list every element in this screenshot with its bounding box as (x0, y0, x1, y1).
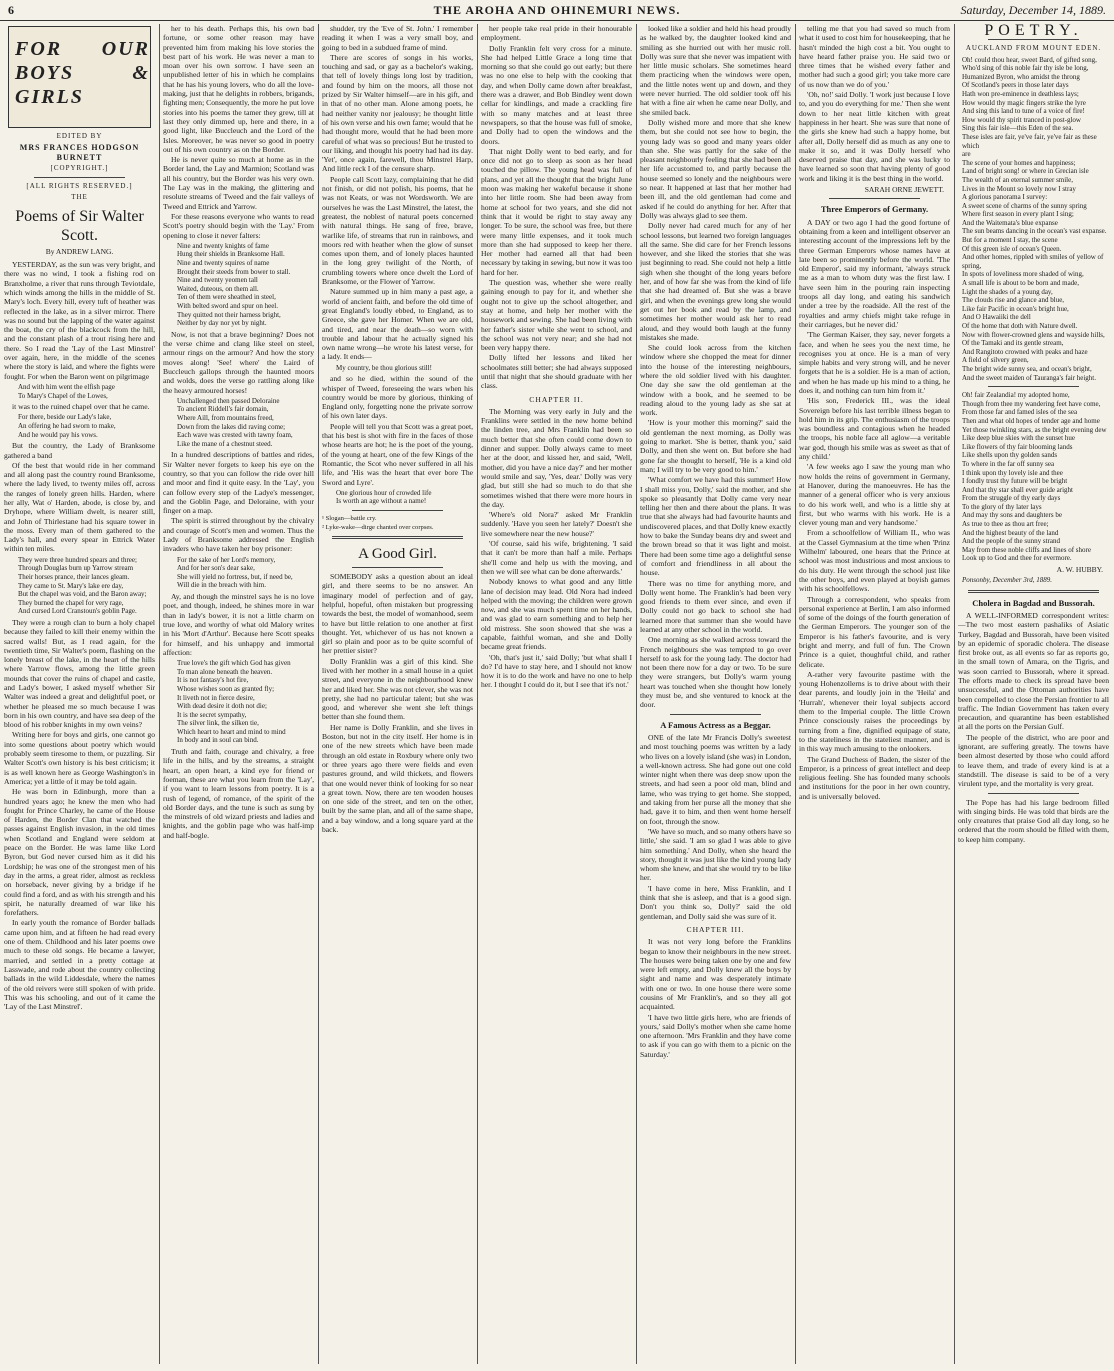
story-title: Cholera in Bagdad and Bussorah. (972, 597, 1095, 608)
separator (829, 198, 920, 199)
paragraph: Dolly wished more and more that she knew them, but she could not see how to begin, the young lady was so good and many years older than she. She was partly for the sake of the pleasant neighbourly feeling that she had been all her life accustomed to, and partly because the house seemed so lonely and the neighbours were so near. It happened at last that her mother had been ill, and the old gentleman had come and asked if he could do anything for her. After that Dolly was always glad to see them. (640, 117, 791, 220)
verse: And with him went the elfish page To Mary's Chapel of the Lowes, (18, 382, 115, 400)
paragraph: A-rather very favourite pastime with the young Hohenzollerns is to drive about with their dear parents, and loudly join in the 'Heila' and 'Hurrah', whenever their loyal subjects accord them to the Imperial couple. The little Crown Prince consciously raises the proceedings by turning from a fine, dignified equipage of state, to the stateliness in the stateliest manner, and is in this way much amusing to the onlookers. (799, 669, 950, 754)
paragraph: From a schoolfellow of William II., who was at the Cassel Gymnasium at the time when 'Prinz Wilhelm' laboured, one hears that the Prince at school was most industrious and most anxious to do his duty. He went through the school just like the other boys, and even played at boyish games with his schoolfellows. (799, 528, 950, 594)
separator (988, 793, 1079, 794)
poetry-heading: POETRY. (984, 24, 1083, 39)
paragraph: It was not very long before the Franklins began to know their neighbours in the new street. The houses were being taken one by one and few were left empty, and Dolly knew all the boys by sight and name and was desperately intimate with one or two. In one house there were some cousins of Mr Franklin's, and so they all got acquainted. (640, 937, 791, 1012)
page-number: 6 (8, 3, 14, 17)
paragraph: SOMEBODY asks a question about an ideal girl, and there seems to be no answer. An imaginary model of perfection and of gay, helpful, hopeful, often mistaken but progressing towards the best, the model of womanhood, seem to have but little relation to one another at first thought. Yet, whichever of us has not known a girl so plain and poor as to be quite scornful of her prettier sister? (322, 572, 473, 656)
separator (968, 590, 1099, 593)
paragraph: shudder, try the 'Eve of St. John.' I remember reading it when I was a very small boy, and going to bed in a subdued frame of mind. (322, 24, 473, 52)
verse: My country, be thou glorious still! (336, 363, 432, 372)
paragraph: A DAY or two ago I had the good fortune of obtaining from a keen and intelligent observer an interesting account of the impressions left by the three German Emperors whose names have at late been so prominently before the world. 'The old Emperor', said my informant, 'always struck me as a man to whom duty was the first law. I have seen him in the pouring rain inspecting troops all day long, and eating his sandwich under a tree by the roadside. All the rest of the royalties and army chiefs might take refuge in their carriages, but he never did.' (799, 217, 950, 329)
separator (352, 567, 443, 568)
poem-signature: A. W. HUBBY. (1056, 565, 1103, 575)
poem-verse: Oh! could thou hear, sweet Bard, of gifted song, Who'd sing of this noble fair thy isle be long, Humanized Byron, who amidst the throng Of Scotland's peers in those later days Hath won pre-eminence in deathless lays; How would thy magic fingers strike the lyre And sing this land to tune of a voice of fire! How would thy spirit tranced in post-glow Sing this fair isle—this Eden of the sea. These isles are fair, ye've fair, ye've fair as these which are The scene of your homes and happiness; Land of bright song! or where in Grecian isle The wealth of an eternal summer smile, Lives in the Mount so lovely now I stray A glorious panorama I survey: A sweet scene of charms of the sunny spring Where first season in every plant I sing; And the Waitemata's blue expanse The sun beams dancing in the ocean's vast expanse. But for a moment I stay, the scene Of this green isle of ocean's Queen. And other homes, rippled with smiles of yellow of spring, In spots of loveliness more shaded of wing, A small life is about to be born and made, Light the shades of a young day, The clouds rise and glance and blue, Like fair Pacific in ocean's bright hue, And O Hawaiiki the dell Of the home that doth with Nature dwell. Now with flower-crowned glens and wayside hills, Of the Tamaki and its gentle stream, And Rangitoto crowned with peaks and haze A field of silvery green, The bright wide sunny sea, and ocean's bright, And the sweet maiden of Tauranga's fair height. (962, 55, 1107, 382)
separator (670, 714, 761, 715)
chapter-heading: CHAPTER II. (529, 394, 584, 404)
paragraph: Dolly never had cared much for any of her school lessons, but learned two foreign languages all the same. She did care for her French lessons however, and she liked the stories that she was just beginning to read. She could not help a little sigh when she thought of the long years before her, and of how far she was from the kind of life that she had dreamed of. But she was a brave girl, and when the evenings grew long she would get out her book and read by the lamp, and sometimes her mother would ask her to read aloud, and they would both laugh at the funny mistakes she made. (640, 221, 791, 342)
paragraph: A WELL-INFORMED correspondent writes:—The two most eastern pashaliks of Asiatic Turkey, Bagdad and Bussorah, have been visited by an epidemic of sporadic cholera. The disease first broke out, as all events so far as reports go, in the small town of Amara, on the Tigris, and was soon carried to Bussorah, where it spread. The efforts made to check its spread have been unsuccessful, and the Ottoman authorities have been compelled to close the Persian frontier to all traffic. The Indian Government has taken every precaution, and quarantine has been established at all the ports on the Persian Gulf. (958, 610, 1109, 732)
paragraph: looked like a soldier and held his head proudly as he walked by, the daughter looked kind and smiling as she hurried out with her music roll. Dolly was sure that she never was impatient with her little music scholars. She sometimes heard them practicing when the windows were open, and the little notes went up and down, and they were never hurried. The old soldier took off his hat with a fine air when he came near Dolly, and she smiled back. (640, 24, 791, 117)
poem-verse: Oh! fair Zealandia! my adopted home, Though from thee my wandering feet have come, From those far and famed isles of the sea Then and what old hopes of tender age and home Yet those twinkling stars, as the bright evening dew Like deep blue skies with the sunset hue Like flowers of thy fair blooming lands Like shells upon thy golden sands To where in the far off sunny sea I think upon thy lovely isle and thee I fondly trust thy future will be bright And that thy star shall ever guide aright From the struggle of thy early days To the glory of thy later lays And may thy sons and daughters be As true to thee as thou art free; And the highest beauty of the land And the people of the sunny strand May from these noble cliffs and lines of shore Look up to God and thee for evermore. (962, 391, 1107, 563)
paragraph: But the country, the Lady of Branksome gathered a band (4, 441, 155, 460)
paragraph: The spirit is stirred throughout by the chivalry and courage of Scott's men and women. Thus the Lady of Branksome addressed the English invaders who have taken her boy prisoner: (163, 516, 314, 554)
paragraph: There was no time for anything more, and Dolly went home. The Franklin's had been very good friends to them ever since, and even if Dolly could not go back to school she had learned more that summer than she would have learned at any other school in the world. (640, 578, 791, 634)
paragraph: it was to the ruined chapel over that he came. (12, 402, 150, 412)
verse: They were three hundred spears and three; Through Douglas burn up Yarrow stream Their horses prance, their lances gleam. They came to St. Mary's lake ere day, But the chapel was void, and the Baron away; They burned the chapel for very rage, And cursed Lord Cranstoun's goblin Page. (18, 555, 147, 616)
masthead (0, 0, 1114, 21)
paragraph: He is never quite so much at home as in the Border land, the Lay and Marmion; Scotland was all his country, but the Border was his very own. The Lay was in the making, the glittering and resolute streams of Tweed and the fair valleys of Tweed and Ettrick and Yarrow. (163, 155, 314, 211)
column-rule (159, 24, 160, 1364)
column-rule (795, 24, 796, 1364)
paragraph: 'Oh, that's just it,' said Dolly; 'but what shall I do? I'd have to stay here, and I should not know how it is to do the work and have no one to help her. I thought I could do it, but I see that it's not.' (481, 652, 632, 690)
separator (988, 386, 1079, 387)
paragraph: ONE of the late Mr Francis Dolly's sweetest and most touching poems was written by a lady who lives on a lovely island (she was) in London, a well-known actress. She had gone out one cold winter night when there was deep snow upon the streets, and had seen a poor old man, blind and lame, who was trying to get home. She stopped, and taking from her purse all the money that she had, gave it to him, and then went home herself on foot, through the snow. (640, 732, 791, 826)
newspaper-title: THE AROHA AND OHINEMURI NEWS. (433, 3, 681, 17)
verse: For the sake of her Lord's memory, And for her son's dear sake, She will yield no fortress, but, if need be, Will die in the breach with him. (177, 555, 293, 590)
rights-notice: [ALL RIGHTS RESERVED.] (26, 182, 133, 191)
paragraph: Nature summed up in him many a past age, a world of ancient faith, and before the old time of great England's loudly ebbed, to England, as to Greece, she gave her Homer. When we are old, and tired, and near the death—so worn with trouble and labour that he actually signed his own name wrong—he wrote his latest verse, for a lady. It ends— (322, 287, 473, 362)
verse: Unchallenged then passed Deloraine To ancient Riddell's fair domain, Where Aill, from mountains freed, Down from the lakes did raving come; Each wave was crested with tawny foam, Like the mane of a chestnut steed. (177, 396, 293, 448)
column-rule (318, 24, 319, 1364)
paragraph: Dolly Franklin was a girl of this kind. She lived with her mother in a small house in a quiet street, and everyone in the neighbourhood knew her and liked her. She was not clever, she was not pretty, she had no particular talent; but she was good, and wherever she went she left things better than she found them. (322, 656, 473, 722)
separator (352, 510, 443, 511)
column-rule (477, 24, 478, 1364)
paragraph: Writing here for boys and girls, one cannot go into some questions about poetry which would probably seem tiresome to them, or puzzling. Sir Walter Scott's own history is his best criticism; it is as well known here as George Washington's in America; yet a little of it may be told again. (4, 730, 155, 786)
separator (988, 39, 1079, 40)
column-rule (636, 24, 637, 1364)
paragraph: There are scores of songs in his works, touching and sad, or gay as a bachelor's waking, that tell of lovely things long lost by tradition, and found by him on the moors, all those not prized by Sir Walter himself—are in his gift, and in that of no other man. Alone among poets, he had neither vanity nor jealousy; he thought little of his own verse and his own fame; would that he had thought more, would that he had been more careful of what was so precious! But he trusted to our liking, and thought his poetry had had its day. 'Yet', once again, farewell, thou Minstrel Harp, And little reck I of the censure sharp. (322, 52, 473, 174)
story-signature: SARAH ORNE JEWETT. (864, 185, 944, 195)
paragraph: her people take real pride in their honourable employment. (481, 24, 632, 43)
column-6 (799, 24, 950, 1364)
paragraph: Truth and faith, courage and chivalry, a free life in the hills, and by the streams, a straight heart, an open heart, a kind eye for friend or foeman, these are what you learn from the 'Lay', if you want to learn lessons from poetry. It is a rush of legend, of romance, of the spirit of the old Border days, and the tune is such as sung by the minstrels of old wizard priests and ladies and knights, and the goblin page who was half-imp and half-bogle. (163, 747, 314, 840)
paragraph: her to his death. Perhaps this, his own bad fortune, or some other reason may have prevented him from making his love stories the best part of his work. He was never a man to moan over his own sorrow. I have seen an unpublished letter of his in which he complains that he has his young lovers, who do all the love-making, just that he delights in robbers, brigands, fighting men; Consequently, the more he put love stories into his poems the tamer they grew, till at last they only dimmed up, here and there, in a good light, like Buccleuch and the Lord of the Isles. Moreover, he was never so good in poetry out of his own country as on the Border. (163, 24, 314, 154)
article-title: Poems of Sir Walter Scott. (15, 207, 144, 244)
paragraph: The Grand Duchess of Baden, the sister of the Emperor, is a princess of great intellect and deep religious feeling. She has founded many schools and institutions for the poor in her own country, and is universally beloved. (799, 754, 950, 801)
poem-place-date: Ponsonby, December 3rd, 1889. (962, 576, 1052, 585)
paragraph: Her name is Dolly Franklin, and she lives in Boston, but not in the city itself. Her home is in one of the new streets which have been made through an old estate in Roxbury where only two or three years ago there were fields and even pastures ground, and wild thickets, and flowers that one would never think of looking for so near a great town. Now, there are ten wooden houses on one side of the street, and ten on the other, built by the same plan, and all of the same shape, and a bay window, and a long square yard at the back. (322, 722, 473, 835)
paragraph: YESTERDAY, as the sun was very bright, and there was no wind, I took a fishing rod on Branxholme, a river that runs through Teviotdale, which winds among the hills in the middle of St. Mary's loch. Every hill, every tuft of heather was reflected in the lake, as in a silver mirror. There was no sound but the lapping of the water against the boat, the cry of the blackcock from the hill, and the constant plash of a trout rising here and there. So I read the 'Lay of the Last Minstrel' over again, here, in the middle of the scenes where the story is laid, and where the fights were fought. For when the Baron went on pilgrimage (4, 260, 155, 381)
paragraph: The Pope has had his large bedroom filled with singing birds. He was told that birds are the only creatures that praise God all day long, so he ordered that the room should be filled with them, to keep him company. (958, 797, 1109, 844)
paragraph: Nobody knows to what good and any little lane of decision may lead. Old Nora had indeed helped with the moving; the children were grown now, and she was much spent time on her hands, and was glad to earn something and to help her old mistress. She soon showed that she was a capable, faithful woman, and she and Dolly became great friends. (481, 577, 632, 652)
paragraph: Ay, and though the minstrel says he is no love poet, and though, indeed, he shines more in war than in lady's bower, it is not a little charm on true love, and worthy of what old Malory writes in his 'Mort d'Arthur'. Because here Scott speaks for himself, and his unhappy and immortal affection: (163, 592, 314, 657)
article-pretitle: THE (71, 193, 88, 202)
paragraph: 'I have come in here, Miss Franklin, and I think that she is asleep, and that is a good sign. Don't you think so, Dolly?' said the old gentleman, and Dolly said she was sure of it. (640, 883, 791, 921)
paragraph: 'A few weeks ago I saw the young man who now holds the reins of government in Germany, at Hanover, during the manoeuvres. He has the manner of a general officer who is very anxious to do his work well, and who is a little shy at first, but who warms with his work. He is a clever young man and very handsome.' (799, 462, 950, 528)
logo-text: FOR OUR BOYS & GIRLS (15, 38, 150, 108)
paragraph: Of the best that would ride in her command and all along past the country round Branksome, where the lady lived, to twenty miles off, across the ranges of lonely green hills. Harden, where her ally, Wat o' Harden, abode, is close by, and Dryhope, where William dwelt, is nearer still, and John of Thirlestane had his square tower in the moss. Every man of them gathered to the Lady's hall, and every spear in Ettrick Water within ten miles. (4, 460, 155, 554)
paragraph: The Morning was very early in July and the Franklins were settled in the new home behind the linden tree, and Mrs Franklin had been so much better that she often could come down to dinner and supper. Dolly always came to meet her at the door, and kissed her, and said, 'Well, mother, did you have a nice day?' and her mother would smile and say, 'Yes, dear.' Dolly was very glad, but still she had so much to do that she sometimes wished that there were more hours in the day. (481, 406, 632, 509)
paragraph: The question was, whether she were really gaining enough to pay for it, and whether she ought not to give up the school altogether, and stay at home, and help her mother with the housework and sewing. She had been living with her father's sister while she went to school, and the school was not very near; and she had not been very happy there. (481, 278, 632, 353)
paragraph: 'What comfort we have had this summer! How I shall miss you, Dolly,' said the mother, and she spoke so pleasantly that Dolly came very near telling her then and there about the plans. It was true that she always had had favourite haunts and undiscovered places, and that Dolly knew exactly how to bake the Sunday beans dry and sweet and the brown bread so that it was light and moist. There had been some time ago a delightful sense of comfort and friendliness in all about the house. (640, 475, 791, 578)
editor-name: MRS FRANCES HODGSON BURNETT (19, 143, 140, 162)
chapter-heading: CHAPTER III. (686, 924, 745, 934)
paragraph: 'Oh, no!' said Dolly. 'I work just because I love to, and you do everything for me.' Then she went down to her neat little kitchen with great happiness in her heart. She was sure that none of the girls she knew had such a happy home, but after all, Dolly herself did as much as any one to make it so, and it was Dolly herself who deserved praise that day, and she was lucky to have learned so soon that having plenty of good work and liking it is the best thing in the world. (799, 90, 950, 183)
column-1 (4, 24, 155, 1364)
column-2 (163, 24, 314, 1364)
separator (332, 536, 463, 539)
byline: By ANDREW LANG. (45, 246, 114, 256)
paragraph: One morning as she walked across toward the French neighbours she was tempted to go over herself to ask for the young lady. The doctor had not been there now for a day or two. To be sure they were strangers, but Dolly's warm young heart was touched when she thought how lonely they must be, and she ventured to knock at the door. (640, 635, 791, 710)
verse: True love's the gift which God has given To man alone beneath the heaven. It is not fantasy's hot fire, Whose wishes soon as granted fly; It liveth not in fierce desire, With dead desire it doth not die; It is the secret sympathy, The silver link, the silken tie, Which heart to heart and mind to mind In body and in soul can bind. (177, 659, 291, 745)
poem-title: AUCKLAND FROM MOUNT EDEN. (965, 44, 1102, 53)
paragraph: Dolly lifted her lessons and liked her schoolmates still better; she had always supposed until that night that she should graduate with her class. (481, 353, 632, 391)
paragraph: 'Of course, said his wife, brightening. 'I said that it can't be more than half a mile. Perhaps she'll come and help us with the moving, and then we will see what can be done afterwards.' (481, 539, 632, 576)
paragraph: That night Dolly went to bed early, and for once did not go to sleep as soon as her head touched the pillow. The young head was full of plans, and yet all the thought that the bright June moon was making her wakeful because it shone into her little room. She had been away from home at school for two years, and she did not think that it would be right to stay away any longer. To be sure, the school was free, but there were many little expenses, and it took much more than she had supposed to keep her there. Her mother had earned all that had been necessary by taking in sewing, but now it was too hard for her. (481, 146, 632, 277)
copyright-notice: [COPYRIGHT.] (50, 163, 109, 172)
verse: One glorious hour of crowded life Is worth an age without a name! (336, 488, 432, 506)
footnote: ² Lyke-wake—dirge chanted over corpses. (322, 524, 434, 532)
paragraph: She could look across from the kitchen window where she chopped the meat for dinner into the house of the interesting neighbours, where the old soldier lived with his daughter. One day she saw the old gentleman at the window with a book, and he seemed to be reading aloud to the young lady as she sat at work. (640, 343, 791, 418)
paragraph: He was born in Edinburgh, more than a hundred years ago; he knew the men who had fought for Prince Charley, he came of the House of Harden, the Border Clan that watched the passes against English invasion, in the old times when Scotland and England were seldom at peace on the Border. He was lame like Lord Byron, but God never cursed him as it did his Lordship; he was one of the strongest men of his day in the arms, a great rider, almost as reckless on horseback, never giving by a bridge if he could find a ford, and as with his strength and his spirit, he naturally dreamed of war like his forefathers. (4, 787, 155, 918)
column-5 (640, 24, 791, 1364)
paragraph: In early youth the romance of Border ballads came upon him, and at fifteen he had read every one of them. Childhood and his later poems owe much to these old songs. He became a lawyer, married, and settled in a pretty cottage at Lasswade, and rode about the country collecting ballads in the wild Liddesdale, where the names of the old reivers were still spoken of with pride. This was his schooling, and out of it came the 'Lay of the Last Minstrel'. (4, 918, 155, 1012)
story-title: Three Emperors of Germany. (820, 204, 929, 215)
paragraph: 'His son, Frederick III., was the ideal Sovereign before his last terrible illness began to hold him in its grip. The enthusiasm of the troops was boundless and contagious when he headed the troops, his noble face all aglow—a veritable war god, though his smile was as sweet as that of any child.' (799, 396, 950, 462)
paragraph: and so he died, within the sound of the whisper of Tweed, foreseeing the wars when his country would be more by glorious, thinking of England only, forgetting none the private sorrow of his own later days. (322, 374, 473, 421)
paragraph: telling me that you had saved so much from what it used to cost him for housekeeping, that he hasn't minded the high cost a bit. You ought to have heard father praise you. He said two or three times that he wished every father and mother had such a good girl; you take more care of us now than we do of you.' (799, 24, 950, 89)
story-title: A Good Girl. (358, 546, 437, 563)
paragraph: People will tell you that Scott was a great poet, that his best is shot with fire in the faces of those whose hearts are hot; he is the poet of the young, of the young at heart, one of the few Kings of the Romantic, the Scot who never suffered in all his life, and 'His was the heart that ever bore The Sword and Lyre'. (322, 421, 473, 487)
paragraph: 'The German Kaiser, they say, never forgets a face, and when he sees you the next time, he recognises you at once. He is a man of very simple habits and very strong will, and he never forgets that he is a soldier. He is a man of action, and when he has made up his mind to a thing, he does it, and nothing can turn him from it.' (799, 330, 950, 395)
paragraph: 'Where's old Nora?' asked Mr Franklin suddenly. 'Have you seen her lately?' Doesn't she live somewhere near the new house?' (481, 510, 632, 538)
paragraph: 'We have so much, and so many others have so little,' she said. 'I am so glad I was able to give him something.' And Dolly, when she heard the story, thought it was just like the kind young lady whom she knew, and that she would try to be like her. (640, 826, 791, 883)
paragraph: 'How is your mother this morning?' said the old gentleman the next morning, as Dolly was going to market. 'She is better, thank you,' said Dolly, and then she went on. But before she had gone far she thought to herself, 'He is a kind old man; I will try to be very good to him.' (640, 418, 791, 474)
separator (34, 177, 125, 178)
paragraph: People call Scott lazy, complaining that he did not finish, or did not polish, his poems, that he was not Keats, or was not Wordsworth. We are ourselves he was the Last Minstrel, the latest, the greatest, the noblest of natural poets concerned with natural things. He sang of free, brave, warlike life, of streams that run in rainbows, and moors red with heather when the glow of sunset comes upon them, and of lonely places haunted in the long grey twilight of the North, of crumbling towers where once dwelt the Lord of Branksome, or the Flower of Yarrow. (322, 174, 473, 287)
story-title: A Famous Actress as a Beggar. (660, 719, 771, 730)
footnote: ¹ Slogan—battle cry. (322, 515, 377, 523)
paragraph: The people of the district, who are poor and ignorant, are suffering greatly. The towns have been almost deserted by those who could afford to leave them, and trade of every kind is at a standstill. The disease is said to be of a very virulent type, and the mortality is very great. (958, 732, 1109, 789)
column-4 (481, 24, 632, 1364)
column-rule (954, 24, 955, 1364)
verse: For there, beside our Lady's lake, An offering he had sworn to make, And he would pay his vows. (18, 413, 116, 439)
boys-and-girls-logo (8, 26, 151, 128)
paragraph: In a hundred descriptions of battles and rides, Sir Walter never forgets to keep his eye on the country, so that you can follow the ride over hill and moor and find it quite easy. In the 'Lay', you can follow every step of the Ladye's messenger, and the Goblin Page, and Deloraine, with your finger on a map. (163, 450, 314, 516)
paragraph: Now, is not that a brave beginning? Does not the verse chime and clang like steel on steel, armour rings on the armour? And how the story moves along! 'See! where' the Laird of Buccleuch gallops through the haunted moors and wolds, does the verse go rattling along like the heavy armoured horses! (163, 329, 314, 395)
paragraph: 'I have two little girls here, who are friends of yours,' said Dolly's mother when she came home one afternoon. 'Mrs Franklin and they have come to ask if you can go with them to a picnic on the Saturday.' (640, 1012, 791, 1059)
issue-date: Saturday, December 14, 1889. (960, 3, 1106, 17)
paragraph: For these reasons everyone who wants to read Scott's poetry should begin with the 'Lay.' From opening to close it never falters: (163, 211, 314, 240)
paragraph: They were a rough clan to burn a holy chapel because they failed to kill their enemy within the sacred walls! But, as I read again, for the twentieth time, Sir Walter's poem, flashing on the lonely breast of the lake, in the heart of the hills where Yarrow flows, among the little green mounds that cover the ruins of chapel and castle, and Lady's bower, I asked myself whether Sir Walter was indeed a great and delightful poet, or whether he pleased me so much because I was born in his own country, and have sea deep of the blood of his robber knights in my own veins? (4, 617, 155, 730)
verse: Nine and twenty knights of fame Hung their shields in Branksome Hall. Nine and twenty squires of name Brought their steeds from bower to stall. Nine and twenty yeomen tall Waited, duteous, on them all. Ten of them were sheathed in steel, With belted sword and spur on heel. They quitted not their harness bright, Neither by day nor yet by night. (177, 241, 291, 328)
edited-by: EDITED BY (56, 132, 103, 140)
paragraph: Dolly Franklin felt very cross for a minute. She had helped Little Grace a long time that morning so that she could go out early; but there was no one else to help with the cooking that day, and when Dolly came down after breakfast, there was a drawer, and Bob Bindley went down cellar for kindlings, and made a crackling fire with so many matches and at least three newspapers, so that the house was full of smoke, and Dolly had to open the windows and the doors. (481, 43, 632, 146)
paragraph: Through a correspondent, who speaks from personal experience at Berlin, I am also informed of some of the doings of the fourth generation of the German Emperors. The younger son of the Emperor is his father's favourite, and is very bright and merry, and full of fun. The Crown Prince is a quiet, thoughtful child, and rather delicate. (799, 594, 950, 669)
column-7 (958, 24, 1109, 1364)
column-3 (322, 24, 473, 1364)
